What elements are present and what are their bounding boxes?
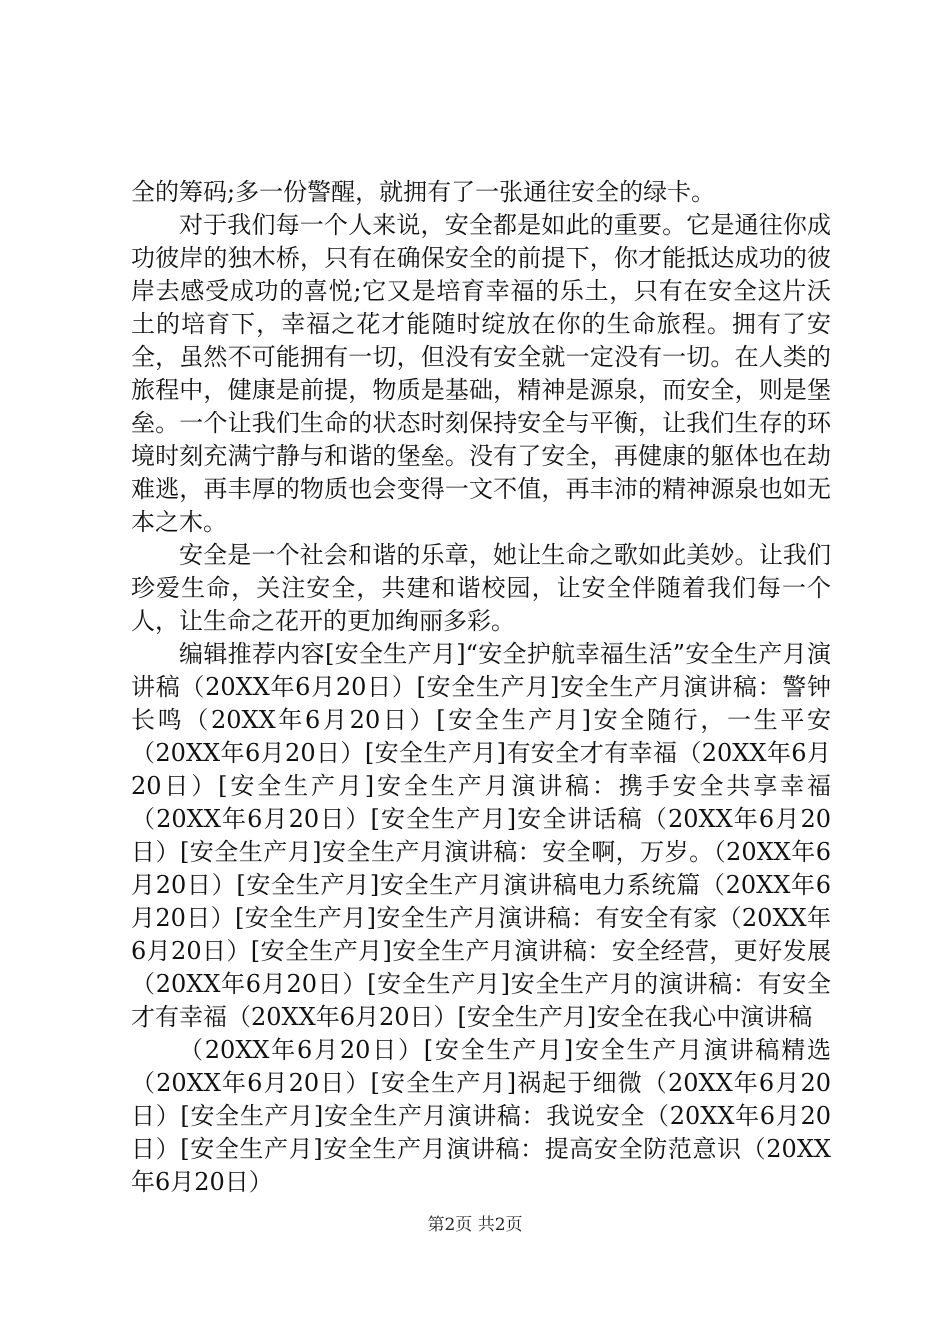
paragraph-recommended: 编辑推荐内容[安全生产月]“安全护航幸福生活”安全生产月演讲稿（20XX年6月20日）[安全生产月]安全生产月演讲稿：警钟长鸣（20XX年6月20日）[安全生产月]安全随行，一生平安（20XX年6月20日）[安全生产月]有安全才有幸福（20XX年6月20日）[安全生产月]安全生产月演讲稿：携手安全共享幸福（20XX年6月20日）[安全生产月]安全讲话稿（20XX年6月20日）[安全生产月]安全生产月演讲稿：安全啊，万岁。（20XX年6月20日）[安全生产月]安全生产月演讲稿电力系统篇（20XX年6月20日）[安全生产月]安全生产月演讲稿：有安全有家（20XX年6月20日）[安全生产月]安全生产月演讲稿：安全经营，更好发展（20XX年6月20日）[安全生产月]安全生产月的演讲稿：有安全才有幸福（20XX年6月20日）[安全生产月]安全在我心中演讲稿: [131, 640, 831, 1031]
paragraph-importance: 对于我们每一个人来说，安全都是如此的重要。它是通往你成功彼岸的独木桥，只有在确保安全的前提下，你才能抵达成功的彼岸去感受成功的喜悦;它又是培育幸福的乐土，只有在安全这片沃土的培育下，幸福之花才能随时绽放在你的生命旅程。拥有了安全，虽然不可能拥有一切，但没有安全就一定没有一切。在人类的旅程中，健康是前提，物质是基础，精神是源泉，而安全，则是堡垒。一个让我们生命的状态时刻保持安全与平衡，让我们生存的环境时刻充满宁静与和谐的堡垒。没有了安全，再健康的躯体也在劫难逃，再丰厚的物质也会变得一文不值，再丰沛的精神源泉也如无本之木。: [131, 211, 831, 536]
document-body: [131, 176, 831, 1199]
page-footer: 第2页 共2页: [427, 1215, 523, 1235]
paragraph-recommended-continued: （20XX年6月20日）[安全生产月]安全生产月演讲稿精选（20XX年6月20日）[安全生产月]祸起于细微（20XX年6月20日）[安全生产月]安全生产月演讲稿：我说安全（20XX年6月20日）[安全生产月]安全生产月演讲稿：提高安全防范意识（20XX年6月20日）: [131, 1036, 831, 1196]
paragraph-harmony: 安全是一个社会和谐的乐章，她让生命之歌如此美妙。让我们珍爱生命，关注安全，共建和谐校园，让安全伴随着我们每一个人，让生命之花开的更加绚丽多彩。: [131, 541, 831, 635]
paragraph-continuation: 全的筹码;多一份警醒，就拥有了一张通往安全的绿卡。: [131, 178, 716, 206]
